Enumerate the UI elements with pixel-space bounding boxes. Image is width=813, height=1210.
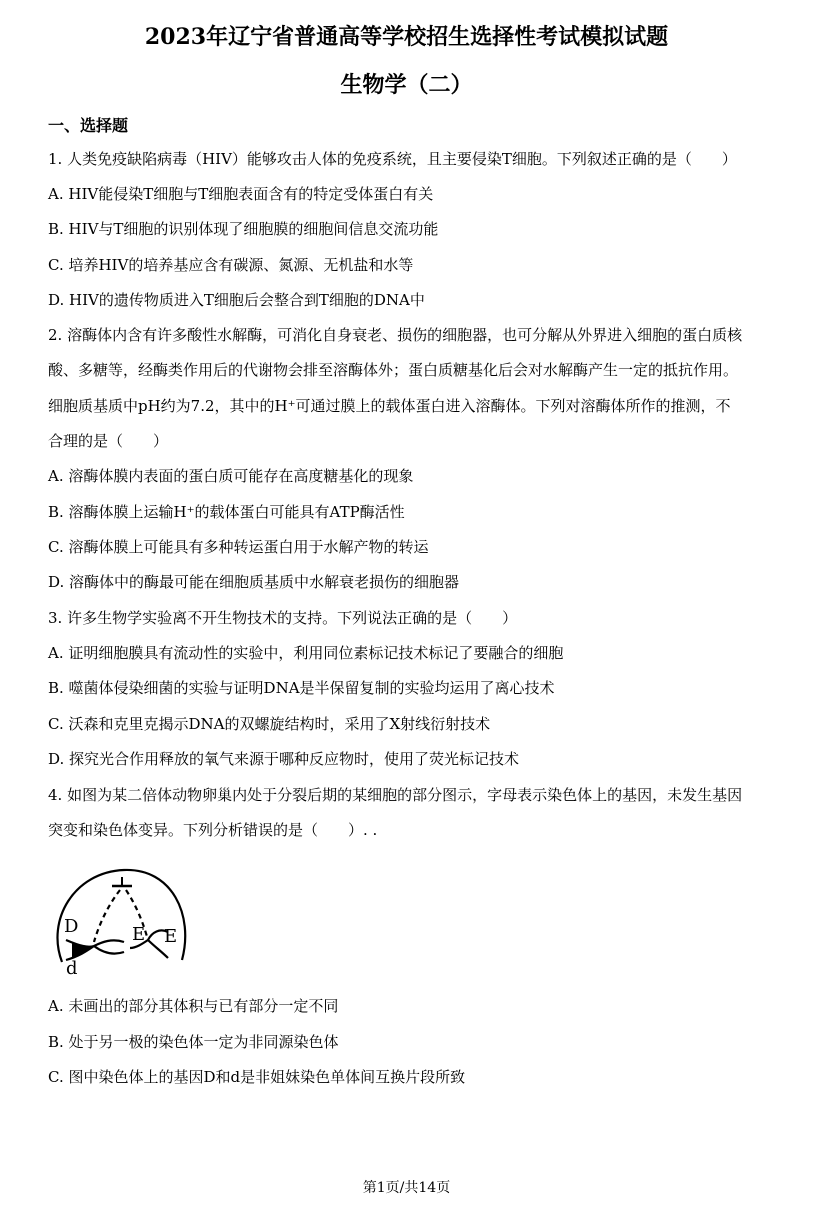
q1-option-a: A. HIV能侵染T细胞与T细胞表面含有的特定受体蛋白有关	[48, 185, 434, 203]
chromosome-left-fill	[72, 942, 94, 958]
q4-option-a: A. 未画出的部分其体积与已有部分一定不同	[48, 997, 339, 1015]
q3-option-c: C. 沃森和克里克揭示DNA的双螺旋结构时，采用了X射线衍射技术	[48, 715, 491, 733]
exam-subtitle: 生物学（二）	[340, 72, 473, 98]
q1-option-c: C. 培养HIV的培养基应含有碳源、氮源、无机盐和水等	[48, 256, 414, 274]
q4-stem-line-1: 4. 如图为某二倍体动物卵巢内处于分裂后期的某细胞的部分图示，字母表示染色体上的基因，未发生基因	[48, 786, 743, 804]
q2-stem-line-1: 2. 溶酶体内含有许多酸性水解酶，可消化自身衰老、损伤的细胞器，也可分解从外界进入细胞的蛋白质核	[48, 326, 743, 344]
q4-stem-line-2: 突变和染色体变异。下列分析错误的是（ ）. .	[48, 821, 378, 839]
q2-stem-line-3: 细胞质基质中pH约为7.2，其中的H⁺可通过膜上的载体蛋白进入溶酶体。下列对溶酶体所作的推测，不	[48, 397, 731, 415]
gene-label-d: d	[66, 958, 78, 979]
q3-stem: 3. 许多生物学实验离不开生物技术的支持。下列说法正确的是（ ）	[48, 609, 518, 627]
q3-option-a: A. 证明细胞膜具有流动性的实验中，利用同位素标记技术标记了要融合的细胞	[48, 644, 564, 662]
gene-label-E-right: E	[164, 926, 178, 947]
q1-stem: 1. 人类免疫缺陷病毒（HIV）能够攻击人体的免疫系统，且主要侵染T细胞。下列叙述正确的是（ ）	[48, 150, 737, 168]
q2-option-a: A. 溶酶体膜内表面的蛋白质可能存在高度糖基化的现象	[48, 467, 414, 485]
q2-option-c: C. 溶酶体膜上可能具有多种转运蛋白用于水解产物的转运	[48, 538, 429, 556]
q2-stem-line-2: 酸、多糖等，经酶类作用后的代谢物会排至溶酶体外；蛋白质糖基化后会对水解酶产生一定的抵抗作用。	[48, 361, 739, 379]
q2-option-d: D. 溶酶体中的酶最可能在细胞质基质中水解衰老损伤的细胞器	[48, 573, 460, 591]
page-number: 第1页/共14页	[362, 1180, 451, 1196]
q4-option-b: B. 处于另一极的染色体一定为非同源染色体	[48, 1033, 339, 1051]
q4-option-c: C. 图中染色体上的基因D和d是非姐妹染色单体间互换片段所致	[48, 1068, 466, 1086]
q1-option-d: D. HIV的遗传物质进入T细胞后会整合到T细胞的DNA中	[48, 291, 425, 309]
exam-title: 2023年辽宁省普通高等学校招生选择性考试模拟试题	[144, 24, 669, 50]
q2-stem-line-4: 合理的是（ ）	[48, 432, 169, 450]
section-title: 一、选择题	[48, 116, 129, 135]
q2-option-b: B. 溶酶体膜上运输H⁺的载体蛋白可能具有ATP酶活性	[48, 503, 405, 521]
gene-label-D: D	[64, 916, 79, 937]
spindle-fiber-left	[94, 890, 120, 942]
cell-division-figure	[44, 860, 194, 980]
gene-label-E-left: E	[132, 924, 146, 945]
q3-option-d: D. 探究光合作用释放的氧气来源于哪种反应物时，使用了荧光标记技术	[48, 750, 520, 768]
q3-option-b: B. 噬菌体侵染细菌的实验与证明DNA是半保留复制的实验均运用了离心技术	[48, 679, 555, 697]
q1-option-b: B. HIV与T细胞的识别体现了细胞膜的细胞间信息交流功能	[48, 220, 439, 238]
